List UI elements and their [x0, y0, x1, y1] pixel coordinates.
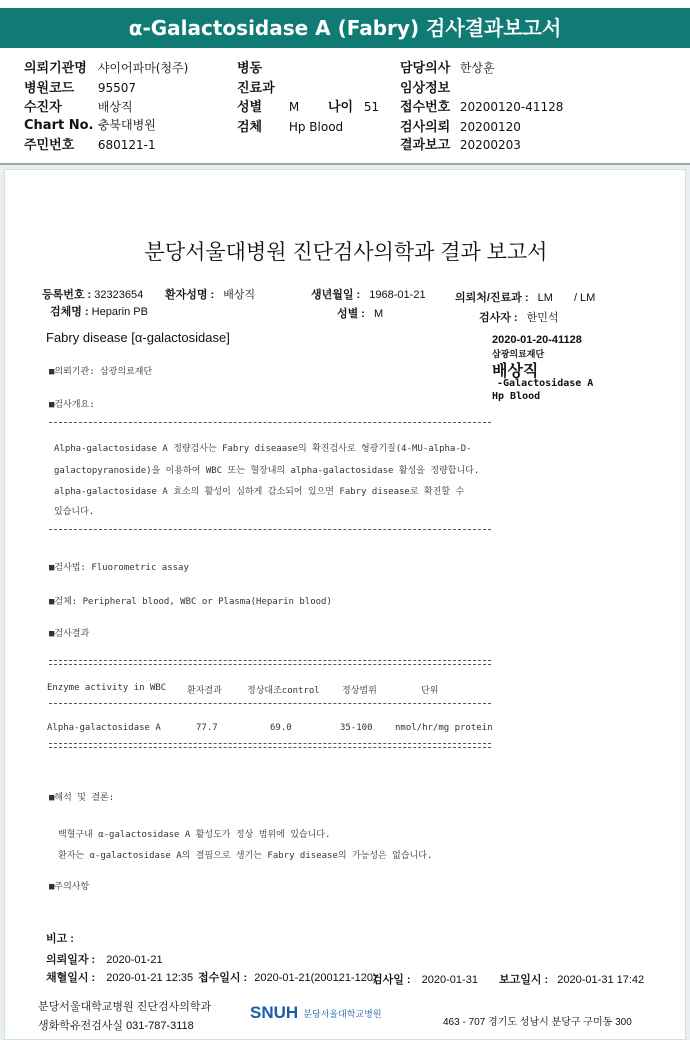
- birth-date: [311, 286, 426, 302]
- table-top-rule: [49, 660, 491, 661]
- report-datetime: [499, 971, 644, 987]
- ref-dept-value-2: / LM: [573, 292, 596, 304]
- request-date: [46, 951, 163, 967]
- method: ■검사법: Fluorometric assay: [49, 563, 189, 573]
- sex-field: [237, 96, 299, 115]
- hospital-label: 의뢰기관명: [24, 61, 87, 76]
- specimen-label-sticker: [483, 328, 633, 408]
- table-header-range: 정상범위: [342, 686, 377, 696]
- sex-value: M: [288, 100, 300, 114]
- ward-label: 병동: [237, 61, 263, 76]
- note-label: 비고 :: [46, 933, 74, 945]
- accession-value: 20200120-41128: [459, 100, 564, 114]
- specimen-name-label: 검체명 :: [50, 306, 89, 318]
- interpretation-line-2: 환자는 α-galactosidase A의 결핍으로 생기는 Fabry disease의 가능성은 없습니다.: [58, 851, 433, 861]
- report-sex: [337, 305, 383, 321]
- table-header-rule: [49, 703, 491, 704]
- divider: [49, 422, 491, 423]
- result-control-value: 69.0: [270, 723, 292, 733]
- overview-heading: ■검사개요:: [49, 400, 95, 410]
- ref-dept-value-1: LM: [537, 292, 553, 304]
- doctor-field: [400, 57, 495, 76]
- id-field: [24, 134, 156, 153]
- sticker-test: -Galactosidase A: [497, 378, 594, 389]
- result-unit: nmol/hr/mg protein: [395, 723, 493, 733]
- report-sex-label: 성별 :: [337, 308, 365, 320]
- overview-line-1: Alpha-galactosidase A 정량검사는 Fabry diseaase의 확진검사로 형광기질(4-MU-alpha-D-: [54, 444, 472, 454]
- doctor-value: 한상훈: [459, 61, 495, 75]
- age-value: 51: [363, 100, 380, 114]
- footer-organization: 분당서울대학교병원 진단검사의학과: [38, 1001, 212, 1013]
- accession-field: [400, 96, 563, 115]
- collection-label: 채혈일시 :: [46, 972, 96, 984]
- dob-label: 생년월일 :: [311, 289, 361, 301]
- patient-value: 배상직: [97, 100, 133, 114]
- snuh-logo: [250, 1003, 382, 1023]
- result-normal-range: 35-100: [340, 723, 373, 733]
- footer-address: 463 - 707 경기도 성남시 분당구 구미동 300: [443, 1017, 632, 1028]
- clinical-info-field: [400, 77, 460, 96]
- age-label: 나이: [328, 100, 354, 115]
- table-header-enzyme: Enzyme activity in WBC: [47, 683, 167, 693]
- request-date-label: 의뢰일자 :: [46, 954, 96, 966]
- doctor-label: 담당의사: [400, 61, 451, 76]
- specimen-name-value: Heparin PB: [91, 306, 148, 318]
- report-date-field: [400, 134, 521, 153]
- ward-field: [237, 57, 266, 76]
- test-date-value: 2020-01-31: [421, 974, 478, 986]
- chart-no-value: 충북대병원: [97, 118, 156, 132]
- tester: [479, 309, 559, 325]
- report-datetime-value: 2020-01-31 17:42: [557, 974, 645, 986]
- result-test-name: Alpha-galactosidase A: [47, 723, 161, 733]
- report-title-bar: α-Galactosidase A (Fabry) 검사결과보고서: [0, 8, 690, 48]
- report-sex-value: M: [374, 308, 384, 320]
- table-top-rule: [49, 664, 491, 665]
- receipt-label: 접수일시 :: [198, 972, 248, 984]
- test-date-label: 검사일 :: [372, 974, 411, 986]
- patient-field: [24, 96, 133, 115]
- table-header-patient: 환자결과: [187, 686, 222, 696]
- footer-lab-phone: 생화학유전검사실 031-787-3118: [38, 1020, 194, 1032]
- tester-label: 검사자 :: [479, 312, 518, 324]
- test-date: [372, 971, 478, 987]
- request-date-value: 2020-01-21: [106, 954, 163, 966]
- overview-line-2: galactopyranoside)을 이용하여 WBC 또는 혈장내의 alpha-galactosidase 활성을 정량합니다.: [54, 466, 480, 476]
- specimen-name: [50, 303, 148, 319]
- table-header-control: 정상대조control: [247, 686, 320, 696]
- report-date-value: 20200203: [459, 138, 521, 152]
- sticker-specimen: Hp Blood: [492, 391, 541, 402]
- dob-value: 1968-01-21: [369, 289, 426, 301]
- table-header-unit: 단위: [421, 686, 439, 696]
- reg-value: 32323654: [94, 289, 144, 301]
- patient-label: 수진자: [24, 100, 62, 115]
- hospital-value: 샤이어파마(청주): [97, 61, 189, 75]
- result-heading: ■검사결과: [49, 629, 90, 639]
- id-value: 680121-1: [97, 138, 156, 152]
- collection-date: [46, 969, 193, 985]
- interpretation-heading: ■해석 및 결론:: [49, 793, 115, 803]
- receipt-date: [198, 969, 377, 985]
- id-label: 주민번호: [24, 138, 75, 153]
- sample-type: ■검체: Peripheral blood, WBC or Plasma(Heparin blood): [49, 597, 332, 607]
- clinical-info-label: 임상정보: [400, 81, 451, 96]
- report-heading: 분당서울대병원 진단검사의학과 결과 보고서: [144, 241, 548, 264]
- logo-mark: SNUH: [250, 1003, 299, 1022]
- scanned-report-page: [4, 169, 686, 1040]
- ref-dept-label: 의뢰처/진료과 :: [455, 292, 529, 304]
- tester-value: 한민석: [526, 312, 559, 324]
- specimen-label: 검체: [237, 120, 263, 135]
- hospital-field: [24, 57, 188, 76]
- reg-label: 등록번호 :: [42, 289, 92, 301]
- receipt-value: 2020-01-21(200121-120): [254, 972, 377, 984]
- logo-text: 분당서울대학교병원: [303, 1009, 382, 1019]
- hospital-code-label: 병원코드: [24, 81, 75, 96]
- caution-heading: ■주의사항: [49, 882, 90, 892]
- referral-institution: ■의뢰기관: 삼광의료재단: [49, 367, 153, 377]
- request-date-value: 20200120: [459, 120, 521, 134]
- interpretation-line-1: 백혈구내 α-galactosidase A 활성도가 정상 범위에 있습니다.: [58, 830, 331, 840]
- collection-value: 2020-01-21 12:35: [106, 972, 194, 984]
- report-date-label: 결과보고: [400, 138, 451, 153]
- scanned-report-area[interactable]: [0, 165, 690, 1040]
- referral-dept: [455, 289, 595, 305]
- report-datetime-label: 보고일시 :: [499, 974, 549, 986]
- chart-no-label: Chart No.: [24, 118, 94, 133]
- overview-line-4: 있습니다.: [54, 507, 95, 517]
- sex-label: 성별: [237, 100, 263, 115]
- chart-no-field: [24, 116, 156, 133]
- patient-name: [165, 286, 255, 302]
- name-value: 배상직: [223, 289, 256, 301]
- sticker-lab: 삼광의료재단: [492, 349, 545, 359]
- registration-number: [42, 286, 143, 302]
- accession-label: 접수번호: [400, 100, 451, 115]
- dept-field: [237, 77, 279, 96]
- specimen-value: Hp Blood: [288, 120, 344, 134]
- divider: [49, 529, 491, 530]
- result-patient-value: 77.7: [196, 723, 218, 733]
- sticker-patient: 배상직: [492, 363, 539, 380]
- table-bottom-rule: [49, 743, 491, 744]
- request-date-field: [400, 116, 521, 135]
- hospital-code-value: 95507: [97, 81, 137, 95]
- name-label: 환자성명 :: [165, 289, 215, 301]
- hospital-code-field: [24, 77, 136, 96]
- overview-line-3: alpha-galactosidase A 효소의 활성이 심하게 감소되어 있으면 Fabry disease로 확진할 수: [54, 487, 465, 497]
- age-field: [328, 96, 379, 115]
- table-bottom-rule: [49, 747, 491, 748]
- test-name: Fabry disease [α-galactosidase]: [46, 330, 230, 345]
- sticker-accession: 2020-01-20-41128: [492, 334, 582, 346]
- dept-label: 진료과: [237, 81, 275, 96]
- specimen-field: [237, 116, 343, 135]
- request-date-label: 검사의뢰: [400, 120, 451, 135]
